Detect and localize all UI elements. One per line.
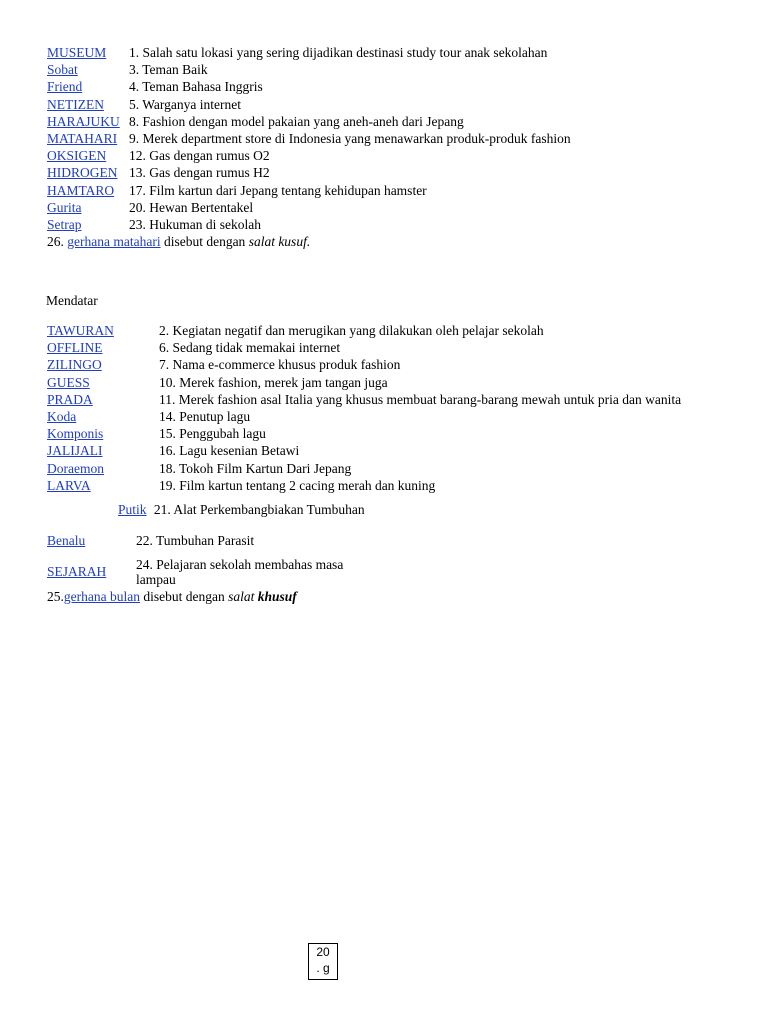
mendatar-answer-link[interactable]: OFFLINE <box>47 340 103 356</box>
mendatar-answer-link[interactable]: TAWURAN <box>47 323 114 338</box>
clue-bold-italic: khusuf <box>257 589 297 604</box>
menurun-answer-link[interactable]: Friend <box>47 79 83 95</box>
menurun-answer-link[interactable]: Gurita <box>47 199 82 215</box>
mendatar-clue-text: 16. Lagu kesenian Betawi <box>159 443 300 459</box>
section-heading-mendatar: Mendatar <box>46 293 98 308</box>
clue-italic: salat <box>228 589 255 604</box>
menurun-clue-text: 1. Salah satu lokasi yang sering dijadikan destinasi study tour anak sekolahan <box>129 45 548 60</box>
answer-link[interactable]: Putik <box>118 502 147 517</box>
mendatar-answer-link[interactable]: Doraemon <box>47 460 104 476</box>
mendatar-answer-link[interactable]: Komponis <box>47 426 104 442</box>
clue-text: 21. Alat Perkembangbiakan Tumbuhan <box>153 502 365 517</box>
menurun-clue-text: 20. Hewan Bertentakel <box>129 199 254 215</box>
menurun-clue-text: 13. Gas dengan rumus H2 <box>129 165 270 181</box>
clue-24-text-line2: lampau <box>136 572 176 587</box>
menurun-answer-link[interactable]: MATAHARI <box>47 131 118 146</box>
answer-link[interactable]: gerhana bulan <box>63 589 140 604</box>
mendatar-clue-text: 15. Penggubah lagu <box>159 426 266 442</box>
menurun-clue-text: 3. Teman Baik <box>129 62 208 78</box>
menurun-answer-link[interactable]: OKSIGEN <box>47 148 107 164</box>
mendatar-clue-text: 7. Nama e-commerce khusus produk fashion <box>159 357 401 373</box>
menurun-clue-text: 9. Merek department store di Indonesia yang menawarkan produk-produk fashion <box>129 131 571 146</box>
clue-24 <box>47 563 106 580</box>
mendatar-answer-link[interactable]: GUESS <box>47 374 90 390</box>
answer-link[interactable]: SEJARAH <box>47 564 107 579</box>
menurun-clue-text: 12. Gas dengan rumus O2 <box>129 148 270 164</box>
clue-number: 26. <box>47 234 64 249</box>
clue-22 <box>47 532 85 549</box>
clue-21 <box>118 501 365 518</box>
menurun-answer-link[interactable]: Sobat <box>47 62 78 78</box>
page-number-line1: 20 <box>316 945 330 959</box>
clue-number: 25. <box>47 589 64 604</box>
menurun-answer-link[interactable]: HARAJUKU <box>47 113 120 129</box>
mendatar-answer-link[interactable]: Koda <box>47 409 77 424</box>
mendatar-clue-text: 10. Merek fashion, merek jam tangan juga <box>159 374 388 390</box>
answer-link[interactable]: Benalu <box>47 533 86 548</box>
mendatar-clue-text: 19. Film kartun tentang 2 cacing merah dan kuning <box>159 477 436 493</box>
menurun-clue-text: 17. Film kartun dari Jepang tentang kehidupan hamster <box>129 182 427 198</box>
mendatar-clue-text: 18. Tokoh Film Kartun Dari Jepang <box>159 460 352 476</box>
mendatar-answer-link[interactable]: LARVA <box>47 477 91 493</box>
menurun-clue-text: 4. Teman Bahasa Inggris <box>129 79 263 95</box>
menurun-answer-link[interactable]: HAMTARO <box>47 182 115 198</box>
menurun-answer-link[interactable]: Setrap <box>47 217 82 232</box>
mendatar-clue-text: 6. Sedang tidak memakai internet <box>159 340 341 356</box>
mendatar-answer-link[interactable]: JALIJALI <box>47 443 103 459</box>
menurun-clue-text: 8. Fashion dengan model pakaian yang aneh-aneh dari Jepang <box>129 113 464 129</box>
clue-24-text-line1: 24. Pelajaran sekolah membahas masa <box>136 557 344 572</box>
clue-25 <box>47 588 297 605</box>
menurun-answer-link[interactable]: HIDROGEN <box>47 165 118 181</box>
page-number-box <box>308 943 338 980</box>
menurun-clue-text: 23. Hukuman di sekolah <box>129 217 261 232</box>
clue-italic: salat kusuf. <box>248 234 311 249</box>
menurun-answer-link[interactable]: MUSEUM <box>47 45 107 60</box>
mendatar-clue-text: 14. Penutup lagu <box>159 409 251 424</box>
clue-26 <box>47 233 310 250</box>
clue-text: disebut dengan <box>143 589 225 604</box>
mendatar-answer-link[interactable]: PRADA <box>47 391 93 407</box>
mendatar-answer-link[interactable]: ZILINGO <box>47 357 102 373</box>
page-number-line2: . g <box>316 961 330 975</box>
mendatar-clue-text: 2. Kegiatan negatif dan merugikan yang dilakukan oleh pelajar sekolah <box>159 323 544 338</box>
clue-text: disebut dengan <box>163 234 246 249</box>
mendatar-clue-text: 11. Merek fashion asal Italia yang khusus membuat barang-barang mewah untuk pria dan wanita <box>159 391 682 407</box>
answer-link[interactable]: gerhana matahari <box>67 234 161 249</box>
menurun-answer-link[interactable]: NETIZEN <box>47 96 104 112</box>
menurun-clue-text: 5. Warganya internet <box>129 96 242 112</box>
clue-22-text: 22. Tumbuhan Parasit <box>136 533 255 548</box>
